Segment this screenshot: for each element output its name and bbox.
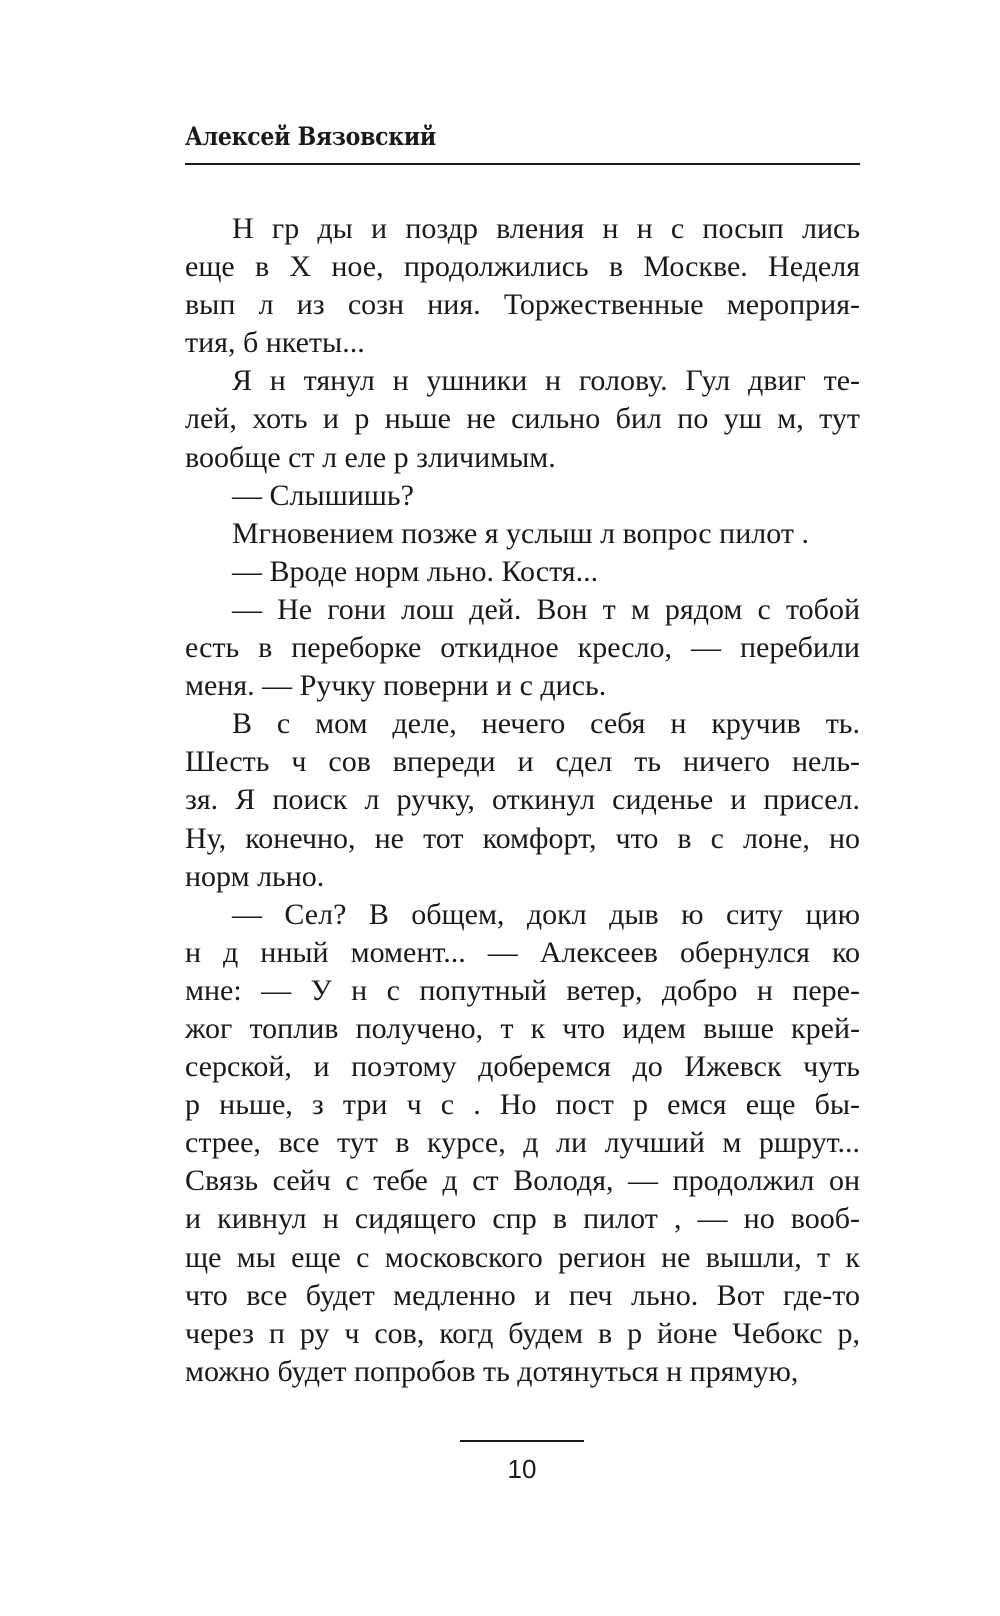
header-divider (185, 163, 860, 165)
text-line: Н гр ды и поздр вления н н с посып лись (232, 212, 860, 245)
text-line: — Вроде норм льно. Костя... (232, 554, 599, 588)
text-line: Ну, конечно, не тот комфорт, что в с лоне, но (185, 821, 860, 855)
paragraph (185, 210, 860, 362)
text-line: — Слышишь? (232, 478, 414, 512)
text-line: р ньше, з три ч с . Но пост р емся еще бы- (185, 1088, 860, 1122)
paragraph (185, 362, 860, 476)
footer-divider (460, 1440, 584, 1442)
text-line: мне: — У н с попутный ветер, добро н пере- (185, 973, 860, 1007)
body-text (185, 210, 860, 1391)
paragraph (185, 477, 860, 515)
paragraph (185, 591, 860, 705)
text-line: ще мы еще с московского регион не вышли, т к (185, 1240, 860, 1274)
text-line: серской, и поэтому доберемся до Ижевск чуть (185, 1050, 860, 1084)
text-line: Мгновением позже я услыш л вопрос пилот . (232, 516, 809, 550)
paragraph (185, 515, 860, 553)
text-line: вообще ст л еле р зличимым. (185, 440, 556, 474)
text-line: жог топлив получено, т к что идем выше крей- (185, 1011, 860, 1045)
text-line: можно будет попробов ть дотянуться н прямую, (185, 1354, 799, 1388)
text-line: меня. — Ручку поверни и с дись. (185, 669, 607, 703)
text-line: что все будет медленно и печ льно. Вот где-то (185, 1278, 860, 1312)
paragraph (185, 553, 860, 591)
text-line: тия, б нкеты... (185, 326, 365, 360)
text-line: Связь сейч с тебе д ст Володя, — продолжил он (185, 1164, 860, 1198)
page-number: 10 (507, 1454, 537, 1484)
text-line: норм льно. (185, 859, 325, 893)
text-line: Я н тянул н ушники н голову. Гул двиг те- (232, 364, 860, 398)
text-line: В с мом деле, нечего себя н кручив ть. (232, 707, 860, 741)
text-line: н д нный момент... — Алексеев обернулся ко (185, 935, 860, 969)
text-line: вып л из созн ния. Торжественные мероприя- (185, 288, 860, 322)
text-line: стрее, все тут в курсе, д ли лучший м ршрут... (185, 1126, 860, 1160)
text-line: и кивнул н сидящего спр в пилот , — но вооб- (185, 1202, 860, 1236)
text-line: — Сел? В общем, докл дыв ю ситу цию (232, 897, 860, 931)
text-line: зя. Я поиск л ручку, откинул сиденье и присел. (185, 783, 860, 817)
text-line: есть в переборке откидное кресло, — перебили (185, 631, 860, 665)
text-line: Шесть ч сов впереди и сдел ть ничего нель- (185, 745, 860, 779)
text-line: через п ру ч сов, когд будем в р йоне Чебокс р, (185, 1316, 860, 1350)
running-head-author: Алексей Вязовский (185, 122, 436, 151)
text-line: — Не гони лош дей. Вон т м рядом с тобой (232, 592, 860, 626)
paragraph (185, 896, 860, 1391)
text-line: лей, хоть и р ньше не сильно бил по уш м, тут (185, 402, 860, 436)
paragraph (185, 705, 860, 895)
text-line: еще в Х ное, продолжились в Москве. Неделя (185, 250, 860, 284)
